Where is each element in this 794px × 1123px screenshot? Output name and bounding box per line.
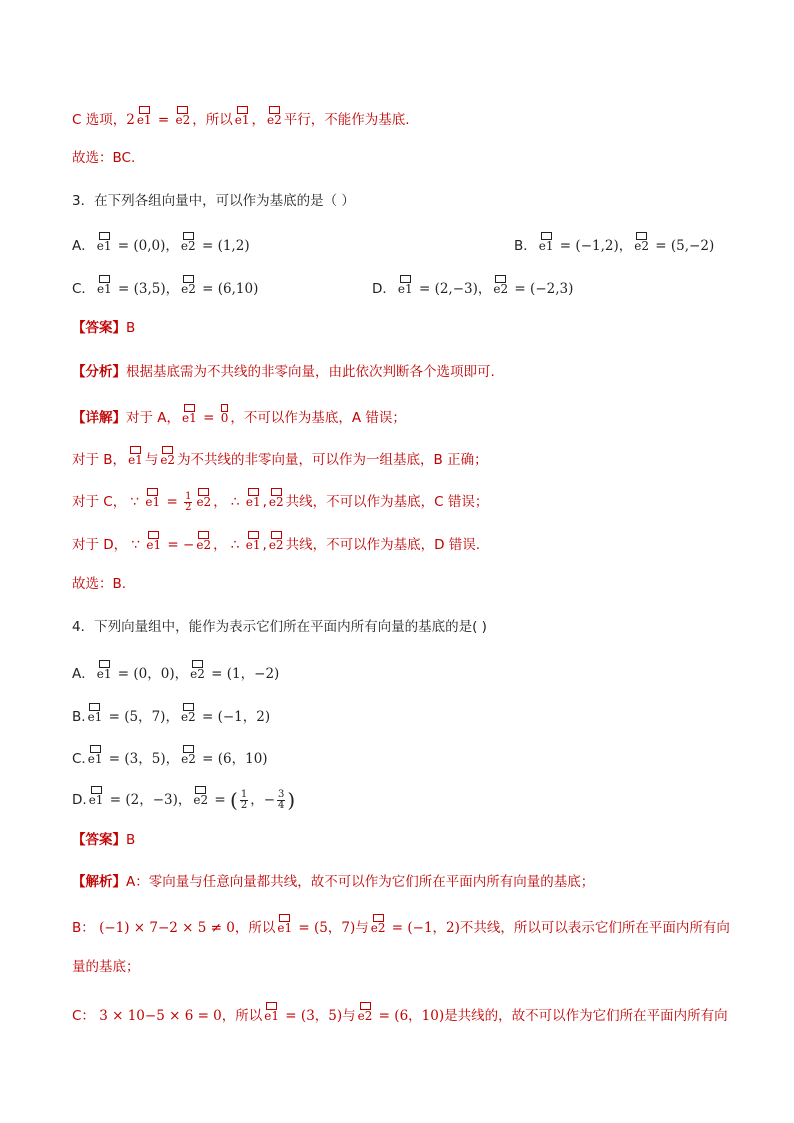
vector-e2: e2 xyxy=(181,745,196,766)
q4-analysis-b: B： (−1) × 7−2 × 5 ≠ 0，所以 e1 = (5，7)与 e2 = (−1，2)不共线，所以可以表示它们所在平面内所有向 xyxy=(72,914,730,938)
vector-e1: e1 xyxy=(277,914,292,935)
q4-option-b: B. e1 = (5，7)， e2 = (−1，2) xyxy=(72,703,270,727)
vector-e1: e1 xyxy=(539,232,554,253)
vector-e1: e1 xyxy=(97,232,112,253)
q3-analysis: 【分析】根据基底需为不共线的非零向量，由此依次判断各个选项即可. xyxy=(72,364,495,380)
q4-option-c: C. e1 = (3，5)， e2 = (6，10) xyxy=(72,745,268,769)
vector-e2: e2 xyxy=(193,786,208,807)
fraction-one-half: $\frac{1}{2}$ xyxy=(240,788,248,811)
vector-e2: e2 xyxy=(175,106,190,127)
fraction-one-half: $\frac{1}{2}$ xyxy=(185,490,192,513)
vector-e1: e1 xyxy=(97,660,112,681)
q4-analysis-a: 【解析】A：零向量与任意向量都共线，故不可以作为它们所在平面内所有向量的基底； xyxy=(72,874,595,890)
fraction-three-quarters: $\frac{3}{4}$ xyxy=(278,788,285,811)
vector-e2: e2 xyxy=(493,275,508,296)
q3-detail-a: 【详解】对于 A， e1 = 0 ，不可以作为基底，A 错误； xyxy=(72,404,406,428)
vector-e1: e1 xyxy=(246,488,261,509)
q3-detail-c: 对于 C， ∵ e1 = $\frac{1}{2}$ e2 ， ∴ e1 , e2 共线，不可以作为基底，C 错误； xyxy=(72,488,488,513)
vector-e1: e1 xyxy=(128,446,143,467)
vector-e1: e1 xyxy=(88,703,103,724)
q3-option-b: B． e1 = (−1,2)， e2 = (5,−2) xyxy=(514,232,714,256)
q4-option-d: D. e1 = (2，−3)， e2 = ( $\frac{1}{2}$ ，− $\frac{3}{4}$ ) xyxy=(72,788,296,812)
vector-e2: e2 xyxy=(181,703,196,724)
vector-e1: e1 xyxy=(89,786,104,807)
q4-analysis-b-cont: 量的基底； xyxy=(72,959,140,975)
vector-e1: e1 xyxy=(97,275,112,296)
choose-b: 故选：B. xyxy=(72,576,127,592)
vector-e1: e1 xyxy=(264,1002,279,1023)
vector-e1: e1 xyxy=(182,404,197,425)
vector-e2: e2 xyxy=(371,914,386,935)
vector-e2: e2 xyxy=(269,531,284,552)
vector-e1: e1 xyxy=(235,106,250,127)
vector-e2: e2 xyxy=(269,488,284,509)
q4-answer: 【答案】B xyxy=(72,832,136,848)
c-option-line: C 选项，2 e1 = e2 ，所以 e1 ， e2 平行，不能作为基底. xyxy=(72,106,410,130)
vector-e2: e2 xyxy=(196,531,211,552)
vector-e1: e1 xyxy=(137,106,152,127)
vector-e1: e1 xyxy=(398,275,413,296)
vector-e2: e2 xyxy=(634,232,649,253)
q3-detail-b: 对于 B， e1 与 e2 为不共线的非零向量，可以作为一组基底，B 正确； xyxy=(72,446,488,470)
vector-e1: e1 xyxy=(145,488,160,509)
q4-analysis-c: C： 3 × 10−5 × 6 = 0，所以 e1 = (3，5)与 e2 = (6，10)是共线的，故不可以作为它们所在平面内所有向 xyxy=(72,1002,728,1026)
q4-option-a: A． e1 = (0，0)， e2 = (1，−2) xyxy=(72,660,279,684)
vector-e2: e2 xyxy=(358,1002,373,1023)
zero-vector: 0 xyxy=(221,404,229,424)
q3-option-c: C． e1 = (3,5)， e2 = (6,10) xyxy=(72,275,258,299)
vector-e2: e2 xyxy=(160,446,175,467)
vector-e2: e2 xyxy=(181,232,196,253)
q3-answer: 【答案】B xyxy=(72,320,136,336)
vector-e2: e2 xyxy=(267,106,282,127)
choose-bc: 故选：BC. xyxy=(72,150,136,166)
q3-detail-d: 对于 D， ∵ e1 = − e2 ， ∴ e1 , e2 共线，不可以作为基底，D 错误. xyxy=(72,531,480,555)
vector-e2: e2 xyxy=(190,660,205,681)
vector-e1: e1 xyxy=(146,531,161,552)
q3-option-a: A． e1 = (0,0)， e2 = (1,2) xyxy=(72,232,250,256)
question-3: 3．在下列各组向量中，可以作为基底的是（ ） xyxy=(72,193,355,209)
question-4: 4．下列向量组中，能作为表示它们所在平面内所有向量的基底的是( ) xyxy=(72,619,487,635)
vector-e1: e1 xyxy=(246,531,261,552)
vector-e1: e1 xyxy=(88,745,103,766)
vector-e2: e2 xyxy=(181,275,196,296)
q3-option-d: D． e1 = (2,−3)， e2 = (−2,3) xyxy=(372,275,573,299)
vector-e2: e2 xyxy=(196,488,211,509)
